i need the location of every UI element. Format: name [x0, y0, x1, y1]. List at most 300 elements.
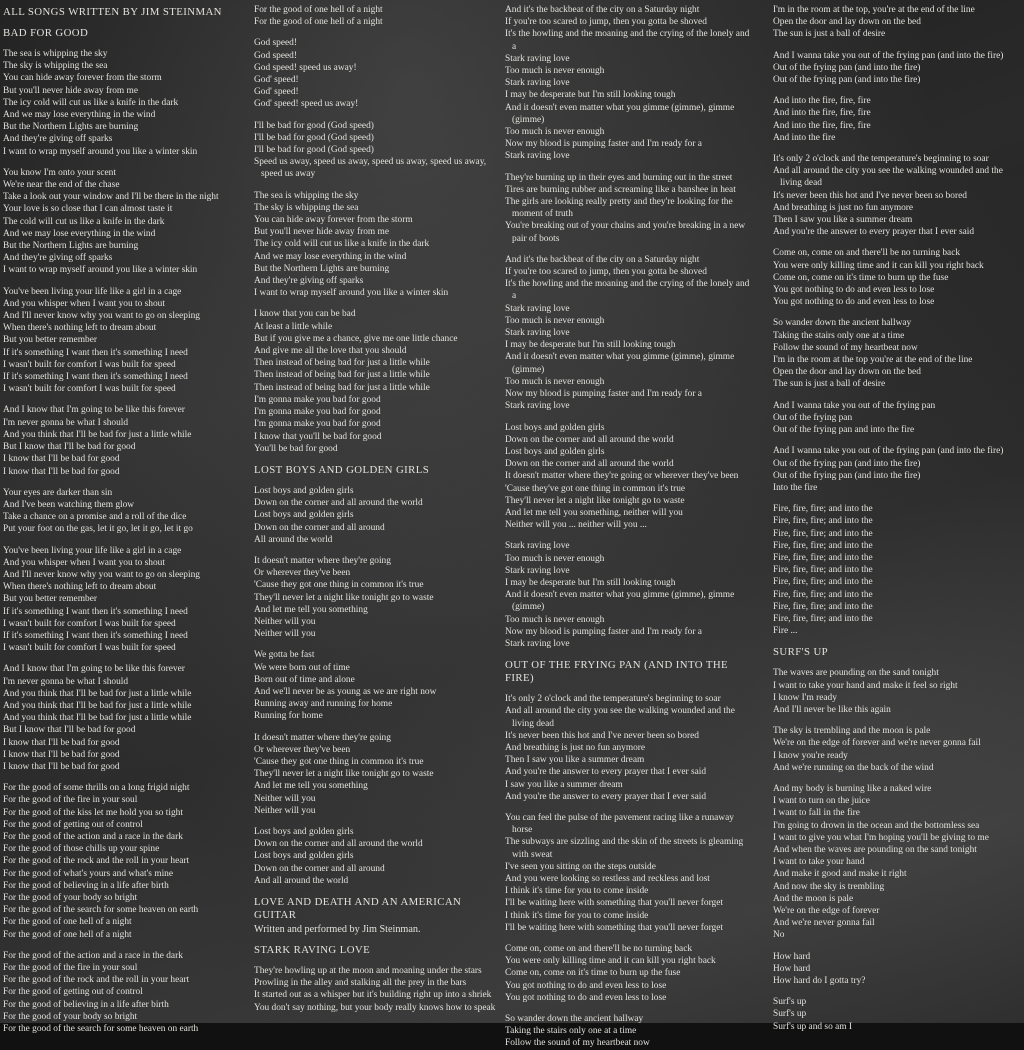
- stanza: [773, 725, 1021, 774]
- lyric-line: Follow the sound of my heartbeat now: [505, 1038, 650, 1049]
- lyric-line: And I wanna take you out of the frying pan (and into the fire): [773, 446, 1004, 457]
- lyric-line: Too much is never enough: [505, 315, 605, 326]
- lyric-line: I want to wrap myself around you like a winter skin: [3, 265, 198, 276]
- lyric-line: We're near the end of the chase: [3, 180, 120, 191]
- stanza: [254, 190, 502, 300]
- column-3: [505, 4, 753, 1049]
- lyric-line: Then instead of being bad for just a little while: [254, 358, 430, 369]
- lyric-line: And now the sky is trembling: [773, 881, 885, 892]
- lyric-line: But the Northern Lights are burning: [3, 241, 139, 252]
- lyric-line: You know I'm onto your scent: [3, 167, 116, 178]
- lyric-line: Stark raving love: [505, 401, 570, 412]
- lyric-line: Then instead of being bad for just a little while: [254, 382, 430, 393]
- lyric-line: Out of the frying pan (and into the fire): [773, 458, 921, 469]
- lyric-line: Down on the corner and all around the world: [254, 498, 423, 509]
- lyric-line: If it's something I want then it's something I need: [3, 630, 188, 641]
- lyric-line: I'll be bad for good (God speed): [254, 145, 374, 156]
- lyric-line: Surf's up: [773, 1009, 807, 1020]
- lyric-line: And give me all the love that you should: [254, 346, 407, 357]
- stanza: [505, 172, 753, 245]
- lyric-line: I wasn't built for comfort I was built for speed: [3, 359, 176, 370]
- lyric-line: God speed!: [254, 50, 297, 61]
- lyric-line: You can hide away forever from the storm: [254, 215, 413, 226]
- stanza: [505, 254, 753, 413]
- lyric-line: But the Northern Lights are burning: [3, 122, 139, 133]
- lyric-line: And you're the answer to every prayer that I ever said: [773, 227, 975, 238]
- lyric-line: I want to take your hand and make it feel so right: [773, 680, 958, 691]
- lyric-line: God' speed!: [254, 75, 299, 86]
- lyric-line: Take a look out your window and I'll be there in the night: [3, 192, 219, 203]
- lyric-line: It's never been this hot and I've never been so bored: [505, 730, 699, 741]
- lyric-line: For the good of the rock and the roll in your heart: [3, 856, 190, 867]
- lyric-line: I think it's time for you to come inside: [505, 886, 649, 897]
- lyric-line: I'm in the room at the top you're at the end of the line: [773, 355, 973, 366]
- lyric-line: Too much is never enough: [505, 66, 605, 77]
- lyric-line: I wasn't built for comfort I was built for speed: [3, 618, 176, 629]
- lyric-line: Fire, fire, fire; and into the: [773, 589, 873, 600]
- lyric-line: Now my blood is pumping faster and I'm ready for a: [505, 139, 702, 150]
- lyric-line: I want to turn on the juice: [773, 796, 870, 807]
- lyric-line: I want to fall in the fire: [773, 808, 860, 819]
- lyrics-block: [773, 4, 1021, 637]
- lyric-line: And we may lose everything in the wind: [3, 110, 156, 121]
- lyric-line: Now my blood is pumping faster and I'm ready for a: [505, 389, 702, 400]
- lyric-line: Stark raving love: [505, 303, 570, 314]
- lyric-line: And you're the answer to every prayer that I ever said: [505, 791, 707, 802]
- stanza: [3, 545, 251, 655]
- lyric-line: For the good of one hell of a night: [254, 5, 383, 15]
- lyric-line: Stark raving love: [505, 638, 570, 649]
- lyric-line: No: [773, 930, 785, 941]
- lyric-line: I wasn't built for comfort I was built for speed: [3, 384, 176, 395]
- lyric-line: And you were looking so restless and reckless and lost: [505, 874, 710, 884]
- lyric-line: For the good of one hell of a night: [254, 17, 383, 28]
- lyric-line: So wander down the ancient hallway: [773, 318, 912, 329]
- lyric-line: For the good of some thrills on a long frigid night: [3, 783, 190, 794]
- lyric-line: I've seen you sitting on the steps outside: [505, 861, 656, 872]
- lyric-line: Out of the frying pan (and into the fire): [773, 470, 921, 481]
- lyric-line: I want to wrap myself around you like a winter skin: [254, 288, 449, 299]
- lyric-line: Down on the corner and all around: [254, 522, 385, 533]
- lyric-line: I'll be bad for good (God speed): [254, 132, 374, 143]
- lyric-line: I want to take your hand: [773, 857, 865, 868]
- song-title: STARK RAVING LOVE: [254, 944, 371, 956]
- song-title: LOST BOYS AND GOLDEN GIRLS: [254, 463, 430, 476]
- lyric-line: And I wanna take you out of the frying pan (and into the fire): [773, 50, 1004, 61]
- lyric-line: You can feel the pulse of the pavement racing like a runaway horse: [505, 812, 734, 836]
- lyric-line: Out of the frying pan and into the fire: [773, 425, 915, 436]
- lyric-line: They're howling up at the moon and moaning under the stars: [254, 966, 482, 976]
- lyric-line: Running for home: [254, 711, 323, 722]
- song-title: LOVE AND DEATH AND AN AMERICAN GUITAR: [254, 896, 462, 921]
- credits-heading: ALL SONGS WRITTEN BY JIM STEINMAN: [3, 6, 222, 18]
- lyric-line: Stark raving love: [505, 151, 570, 162]
- lyric-line: Then instead of being bad for just a little while: [254, 370, 430, 381]
- lyric-line: And let me tell you something, neither will you: [505, 507, 683, 518]
- lyric-line: And you think that I'll be bad for just a little while: [3, 700, 192, 711]
- lyric-line: I'll be waiting here with something that you'll never forget: [505, 898, 723, 909]
- lyric-line: If it's something I want then it's something I need: [3, 372, 188, 383]
- lyric-line: And into the fire: [773, 132, 836, 143]
- lyric-line: I know that you'll be bad for good: [254, 431, 382, 442]
- lyric-line: You don't say nothing, but your body really knows how to speak: [254, 1002, 496, 1013]
- stanza: [505, 812, 753, 934]
- lyric-line: Too much is never enough: [505, 614, 605, 625]
- lyrics-block: [254, 4, 502, 455]
- lyrics-block: [505, 4, 753, 650]
- lyrics-block: [773, 667, 1021, 1032]
- lyric-line: Too much is never enough: [505, 127, 605, 138]
- stanza: [254, 485, 502, 546]
- lyric-line: Speed us away, speed us away, speed us away, speed us away, speed us away: [254, 157, 487, 180]
- lyric-line: All around the world: [254, 534, 333, 545]
- lyric-line: Fire, fire, fire; and into the: [773, 613, 873, 624]
- lyric-line: 'Cause they got one thing in common it's true: [254, 756, 424, 767]
- lyric-line: Surf's up: [773, 997, 807, 1008]
- lyric-line: The sky is whipping the sea: [254, 202, 359, 213]
- lyric-line: For the good of your body so bright: [3, 1011, 138, 1022]
- lyric-line: But you better remember: [3, 594, 97, 605]
- lyric-line: Or wherever they've been: [254, 744, 351, 755]
- lyric-line: I know that I'll be bad for good: [3, 749, 120, 760]
- lyric-line: Your love is so close that I can almost taste it: [3, 204, 173, 215]
- lyric-line: And I'll never know why you want to go on sleeping: [3, 311, 200, 322]
- column-2: [254, 4, 502, 1022]
- lyric-line: It doesn't matter where they're going: [254, 555, 391, 566]
- lyric-line: For the good of your body so bright: [3, 893, 138, 903]
- stanza: [773, 153, 1021, 238]
- stanza: [254, 732, 502, 817]
- lyric-line: Stark raving love: [505, 328, 570, 339]
- lyric-line: Neither will you: [254, 805, 316, 816]
- lyric-line: And I wanna take you out of the frying pan: [773, 400, 936, 411]
- lyric-line: And you think that I'll be bad for just a little while: [3, 688, 192, 699]
- lyric-line: For the good of the fire in your soul: [3, 963, 138, 974]
- lyric-line: The sun is just a ball of desire: [773, 29, 886, 40]
- lyric-line: You've been living your life like a girl in a cage: [3, 545, 182, 556]
- lyric-line: Out of the frying pan (and into the fire): [773, 62, 921, 73]
- lyric-line: And you whisper when I want you to shout: [3, 557, 165, 568]
- stanza: [254, 120, 502, 181]
- lyric-line: How hard do I gotta try?: [773, 976, 866, 987]
- lyric-line: We gotta be fast: [254, 650, 315, 661]
- lyric-line: Born out of time and alone: [254, 674, 355, 685]
- lyric-line: And make it good and make it right: [773, 869, 907, 880]
- lyric-line: Neither will you ... neither will you ...: [505, 520, 647, 531]
- lyric-line: And it doesn't even matter what you gimme (gimme), gimme (gimme): [505, 590, 735, 613]
- lyric-line: And breathing is just no fun anymore: [505, 742, 646, 753]
- stanza: [505, 4, 753, 163]
- lyric-line: I'm never gonna be what I should: [3, 676, 129, 687]
- lyric-line: I may be desperate but I'm still looking tough: [505, 90, 676, 101]
- stanza: [3, 404, 251, 477]
- lyric-line: 'Cause they've got one thing in common it's true: [505, 483, 686, 494]
- lyric-line: And they're giving off sparks: [3, 253, 113, 264]
- lyric-line: It started out as a whisper but it's building right up into a shriek: [254, 990, 492, 1001]
- lyric-line: Take a chance on a promise and a roll of the dice: [3, 512, 187, 523]
- lyric-line: Fire ...: [773, 626, 798, 637]
- lyric-line: Down on the corner and all around: [254, 863, 385, 874]
- lyric-line: So wander down the ancient hallway: [505, 1014, 644, 1025]
- lyric-line: The girls are looking really pretty and they're looking for the moment of truth: [505, 197, 733, 220]
- lyric-line: When there's nothing left to dream about: [3, 582, 157, 593]
- lyric-line: The waves are pounding on the sand tonight: [773, 668, 939, 679]
- lyric-line: The cold will cut us like a knife in the dark: [3, 216, 165, 227]
- lyric-line: I know that I'll be bad for good: [3, 454, 120, 465]
- song-title: OUT OF THE FRYING PAN (AND INTO THE FIRE): [505, 659, 729, 685]
- lyric-line: Fire, fire, fire; and into the: [773, 552, 873, 563]
- lyric-line: For the good of the kiss let me hold you so tight: [3, 807, 183, 818]
- lyric-line: And into the fire, fire, fire: [773, 120, 871, 131]
- stanza: [254, 649, 502, 722]
- lyric-line: For the good of getting out of control: [3, 987, 143, 998]
- lyric-line: For the good of getting out of control: [3, 819, 143, 830]
- lyric-line: Then I saw you like a summer dream: [773, 215, 913, 226]
- lyric-line: And you're the answer to every prayer that I ever said: [505, 767, 707, 778]
- stanza: [3, 663, 251, 773]
- stanza: [505, 422, 753, 532]
- lyric-line: And the moon is pale: [773, 893, 854, 904]
- lyric-line: I'm gonna make you bad for good: [254, 419, 381, 430]
- lyric-line: Neither will you: [254, 616, 316, 627]
- lyric-line: Fire, fire, fire; and into the: [773, 516, 873, 527]
- lyric-line: I want to give you what I'm hoping you'll be giving to me: [773, 832, 989, 843]
- lyric-line: I'm going to drown in the ocean and the bottomless sea: [773, 820, 980, 831]
- stanza: [773, 400, 1021, 437]
- lyric-line: It's the howling and the moaning and the crying of the lonely and a: [505, 279, 750, 302]
- lyric-line: But if you give me a chance, give me one little chance: [254, 333, 458, 344]
- lyric-line: And when the waves are pounding on the sand tonight: [773, 844, 977, 855]
- lyric-line: The sea is whipping the sky: [3, 49, 108, 59]
- lyric-line: Fire, fire, fire; and into the: [773, 528, 873, 539]
- lyric-line: It doesn't matter where they're going or wherever they've been: [505, 471, 739, 482]
- lyric-line: Lost boys and golden girls: [505, 446, 605, 457]
- lyric-line: I'll be waiting here with something that you'll never forget: [505, 922, 723, 933]
- lyric-line: I know that you can be bad: [254, 309, 356, 320]
- stanza: [773, 4, 1021, 41]
- lyric-line: Tires are burning rubber and screaming like a banshee in heat: [505, 184, 736, 195]
- lyric-line: Lost boys and golden girls: [254, 851, 354, 862]
- lyric-line: We're on the edge of forever: [773, 906, 880, 916]
- lyric-line: Your eyes are darker than sin: [3, 487, 113, 498]
- lyric-line: Fire, fire, fire; and into the: [773, 577, 873, 588]
- stanza: [254, 308, 502, 454]
- lyric-line: Lost boys and golden girls: [254, 510, 354, 521]
- lyric-line: And we're running on the back of the wind: [773, 762, 934, 773]
- lyric-line: How hard: [773, 963, 811, 974]
- lyrics-block: [254, 965, 502, 1014]
- lyric-line: And you think that I'll be bad for just a little while: [3, 713, 192, 724]
- lyric-line: Neither will you: [254, 793, 316, 804]
- song-title: BAD FOR GOOD: [3, 27, 89, 39]
- lyric-line: If it's something I want then it's something I need: [3, 606, 188, 617]
- lyric-line: Surf's up and so am I: [773, 1021, 853, 1032]
- lyric-line: Down on the corner and all around the world: [505, 459, 674, 470]
- lyric-line: Too much is never enough: [505, 553, 605, 564]
- lyric-line: They're burning up in their eyes and burning out in the street: [505, 172, 733, 183]
- lyric-line: But I know that I'll be bad for good: [3, 442, 136, 453]
- lyric-line: Down on the corner and all around the world: [505, 434, 674, 445]
- lyric-line: And I know that I'm going to be like this forever: [3, 664, 185, 675]
- lyric-line: Open the door and lay down on the bed: [773, 367, 921, 378]
- lyric-line: The sky is whipping the sea: [3, 61, 108, 72]
- lyric-line: And into the fire, fire, fire: [773, 96, 871, 107]
- stanza: [773, 317, 1021, 390]
- lyric-line: Fire, fire, fire; and into the: [773, 565, 873, 576]
- lyric-line: I want to wrap myself around you like a winter skin: [3, 146, 198, 157]
- lyric-line: And breathing is just no fun anymore: [773, 202, 914, 213]
- lyric-line: I know that I'll be bad for good: [3, 761, 120, 772]
- stanza: [254, 555, 502, 640]
- lyric-line: For the good of believing in a life after birth: [3, 880, 169, 891]
- stanza: [773, 445, 1021, 494]
- stanza: [773, 667, 1021, 716]
- stanza: [505, 693, 753, 803]
- lyric-line: I wasn't built for comfort I was built for speed: [3, 643, 176, 654]
- lyric-line: They'll never let a night like tonight go to waste: [254, 592, 434, 603]
- lyric-line: They'll never let a night like tonight go to waste: [254, 769, 434, 780]
- lyrics-block: [3, 48, 251, 1035]
- lyric-line: For the good of the fire in your soul: [3, 795, 138, 806]
- lyric-line: When there's nothing left to dream about: [3, 323, 157, 334]
- stanza: [505, 540, 753, 650]
- lyric-line: We're on the edge of forever and we're never gonna fail: [773, 738, 981, 749]
- lyric-line: You got nothing to do and even less to lose: [505, 992, 667, 1003]
- lyric-line: I think it's time for you to come inside: [505, 910, 649, 921]
- lyric-line: And I've been watching them glow: [3, 499, 135, 510]
- lyric-line: I know I'm ready: [773, 692, 837, 703]
- lyric-line: For the good of believing in a life after birth: [3, 999, 169, 1010]
- lyric-line: The sky is trembling and the moon is pale: [773, 726, 931, 737]
- lyric-line: For the good of those chills up your spine: [3, 844, 160, 855]
- lyric-line: 'Cause they got one thing in common it's true: [254, 580, 424, 591]
- lyric-line: For the good of one hell of a night: [3, 917, 132, 928]
- lyrics-block: [505, 693, 753, 1049]
- lyric-line: Come on, come on it's time to burn up the fuse: [773, 272, 949, 283]
- lyric-line: At least a little while: [254, 321, 333, 332]
- lyric-line: And all around the city you see the walking wounded and the living dead: [773, 166, 1003, 189]
- stanza: [773, 503, 1021, 637]
- stanza: [773, 996, 1021, 1033]
- lyric-line: God' speed! speed us away!: [254, 99, 359, 110]
- lyric-line: God' speed!: [254, 87, 299, 98]
- lyric-line: It's never been this hot and I've never been so bored: [773, 190, 967, 201]
- lyric-line: Prowling in the alley and stalking all the prey in the bars: [254, 978, 467, 989]
- song-credit: Written and performed by Jim Steinman.: [254, 924, 421, 935]
- lyric-line: Fire, fire, fire; and into the: [773, 504, 873, 515]
- stanza: [3, 487, 251, 536]
- lyric-line: I'm gonna make you bad for good: [254, 394, 381, 405]
- stanza: [773, 95, 1021, 144]
- lyric-line: And I'll never know why you want to go on sleeping: [3, 569, 200, 580]
- lyric-line: And you think that I'll be bad for just a little while: [3, 429, 192, 440]
- lyric-line: Stark raving love: [505, 53, 570, 64]
- lyric-line: Down on the corner and all around the world: [254, 839, 423, 850]
- lyric-line: Out of the frying pan: [773, 412, 853, 423]
- lyric-line: Stark raving love: [505, 78, 570, 89]
- lyric-line: We were born out of time: [254, 662, 350, 673]
- lyric-line: And they're giving off sparks: [3, 134, 113, 145]
- lyric-line: You got nothing to do and even less to lose: [773, 297, 935, 308]
- stanza: [254, 37, 502, 110]
- lyric-line: For the good of what's yours and what's mine: [3, 868, 174, 879]
- lyric-line: Come on, come on it's time to burn up the fuse: [505, 968, 681, 979]
- lyric-line: Fire, fire, fire; and into the: [773, 540, 873, 551]
- lyric-line: The icy cold will cut us like a knife in the dark: [254, 239, 430, 250]
- lyric-line: Taking the stairs only one at a time: [773, 330, 905, 341]
- lyric-line: For the good of one hell of a night: [3, 929, 132, 940]
- lyric-line: Lost boys and golden girls: [254, 826, 354, 837]
- lyric-line: The icy cold will cut us like a knife in the dark: [3, 97, 179, 108]
- lyric-line: You'll be bad for good: [254, 443, 338, 454]
- lyric-line: And we're never gonna fail: [773, 918, 875, 929]
- lyric-line: They'll never let a night like tonight go to waste: [505, 495, 685, 506]
- lyric-line: I'm never gonna be what I should: [3, 417, 129, 428]
- lyric-line: And it's the backbeat of the city on a Saturday night: [505, 5, 700, 15]
- stanza: [254, 4, 502, 28]
- lyric-line: The subways are sizzling and the skin of the streets is gleaming with sweat: [505, 837, 744, 860]
- lyric-line: I saw you like a summer dream: [505, 779, 623, 790]
- lyric-line: I know that I'll be bad for good: [3, 466, 120, 477]
- lyric-line: Stark raving love: [505, 541, 570, 552]
- lyric-line: And all around the city you see the walking wounded and the living dead: [505, 706, 735, 729]
- lyric-line: It's only 2 o'clock and the temperature's beginning to soar: [505, 694, 721, 705]
- lyric-line: And into the fire, fire, fire: [773, 108, 871, 119]
- lyric-line: Follow the sound of my heartbeat now: [773, 342, 918, 353]
- song-title: SURF'S UP: [773, 646, 829, 659]
- lyric-line: Stark raving love: [505, 565, 570, 576]
- lyric-line: And my body is burning like a naked wire: [773, 783, 932, 794]
- lyric-line: I'm gonna make you bad for good: [254, 407, 381, 418]
- stanza: [773, 247, 1021, 308]
- lyric-line: And all around the world: [254, 875, 349, 886]
- lyric-line: I know you're ready: [773, 750, 848, 761]
- lyric-line: And it's the backbeat of the city on a Saturday night: [505, 254, 700, 265]
- lyric-line: Taking the stairs only one at a time: [505, 1026, 637, 1037]
- lyric-line: Out of the frying pan (and into the fire): [773, 75, 921, 86]
- lyric-line: And we'll never be as young as we are right now: [254, 686, 437, 697]
- lyric-line: And we may lose everything in the wind: [3, 228, 156, 239]
- lyric-line: But I know that I'll be bad for good: [3, 725, 136, 736]
- lyric-line: You got nothing to do and even less to lose: [505, 980, 667, 991]
- lyric-line: And it doesn't even matter what you gimme (gimme), gimme (gimme): [505, 352, 735, 375]
- stanza: [3, 167, 251, 277]
- lyric-line: But you'll never hide away from me: [3, 85, 138, 96]
- stanza: [3, 950, 251, 1035]
- lyric-line: Or wherever they've been: [254, 568, 351, 579]
- lyric-line: Then I saw you like a summer dream: [505, 755, 645, 766]
- lyric-line: God speed! speed us away!: [254, 62, 357, 73]
- lyric-line: And let me tell you something: [254, 781, 368, 792]
- lyric-line: I know that I'll be bad for good: [3, 737, 120, 748]
- lyric-line: It's only 2 o'clock and the temperature's beginning to soar: [773, 154, 989, 165]
- lyric-line: And you whisper when I want you to shout: [3, 298, 165, 309]
- lyric-line: And we may lose everything in the wind: [254, 251, 407, 262]
- lyric-line: You were only killing time and it can kill you right back: [505, 956, 716, 967]
- lyric-line: God speed!: [254, 38, 297, 49]
- column-1: [3, 4, 251, 1035]
- lyric-line: And it doesn't even matter what you gimme (gimme), gimme (gimme): [505, 102, 735, 125]
- lyric-line: The sun is just a ball of desire: [773, 379, 886, 390]
- lyric-line: Now my blood is pumping faster and I'm ready for a: [505, 626, 702, 637]
- lyric-line: I'm in the room at the top, you're at the end of the line: [773, 5, 975, 15]
- stanza: [773, 951, 1021, 988]
- lyric-line: But you'll never hide away from me: [254, 227, 389, 238]
- stanza: [505, 1013, 753, 1050]
- lyric-line: And I'll never be like this again: [773, 704, 891, 715]
- lyric-line: Come on, come on and there'll be no turning back: [773, 248, 961, 259]
- lyric-line: Into the fire: [773, 482, 818, 493]
